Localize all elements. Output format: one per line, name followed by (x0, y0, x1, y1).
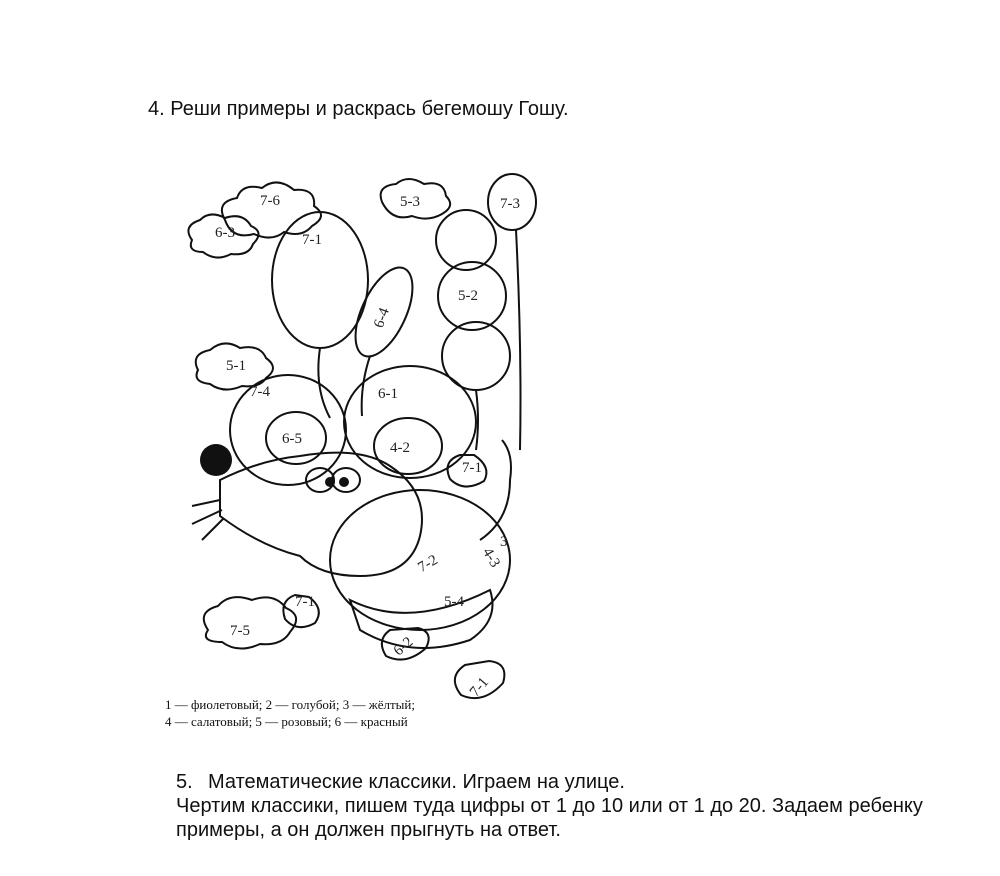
tail (480, 440, 511, 540)
color-legend (165, 696, 415, 730)
label-hand-right: 7-1 (462, 460, 482, 476)
label-slipper-right: 7-1 (466, 674, 493, 701)
balloon-stack-1 (436, 210, 496, 270)
task-5-title: Математические классики. Играем на улице. (208, 771, 625, 793)
label-ear-right-inner: 4-2 (390, 440, 410, 456)
label-hand-left: 7-1 (295, 594, 315, 610)
label-slipper-left: 6-2 (390, 634, 417, 660)
ear-right (344, 366, 476, 478)
label-pants: 5-4 (444, 594, 464, 610)
label-cloud-top: 7-6 (260, 193, 280, 209)
label-balloon-big: 7-1 (302, 232, 322, 248)
task-5-number: 5. (176, 771, 193, 793)
label-balloon-stack: 5-2 (458, 288, 478, 304)
task-4-title: 4. Реши примеры и раскрась бегемошу Гошу. (148, 98, 569, 120)
label-tail: 4-3 (479, 545, 503, 571)
legend-line-2: 4 — салатовый; 5 — розовый; 6 — красный (165, 714, 408, 729)
nose (200, 444, 232, 476)
task-5-line-3: примеры, а он должен прыгнуть на ответ. (176, 819, 561, 841)
task-5 (176, 770, 976, 842)
label-ear-right: 6-1 (378, 386, 398, 402)
label-balloon-long: 6-4 (371, 305, 393, 331)
label-balloon-small: 7-3 (500, 196, 520, 212)
label-ear-left-inner: 6-5 (282, 431, 302, 447)
label-body: 7-2 (415, 552, 441, 576)
label-cloud-mid: 5-1 (226, 358, 246, 374)
label-cloud-bottom: 7-5 (230, 623, 250, 639)
label-tail-end: 3 (500, 534, 508, 550)
task-5-line-2: Чертим классики, пишем туда цифры от 1 до 10 или от 1 до 20. Задаем ребенку (176, 795, 923, 817)
label-ear-left: 7-4 (250, 384, 270, 400)
coloring-picture (150, 160, 570, 740)
label-cloud-left: 6-3 (215, 225, 235, 241)
legend-line-1: 1 — фиолетовый; 2 — голубой; 3 — жёлтый; (165, 697, 415, 712)
label-cloud-right: 5-3 (400, 194, 420, 210)
cloud-top (222, 182, 321, 237)
